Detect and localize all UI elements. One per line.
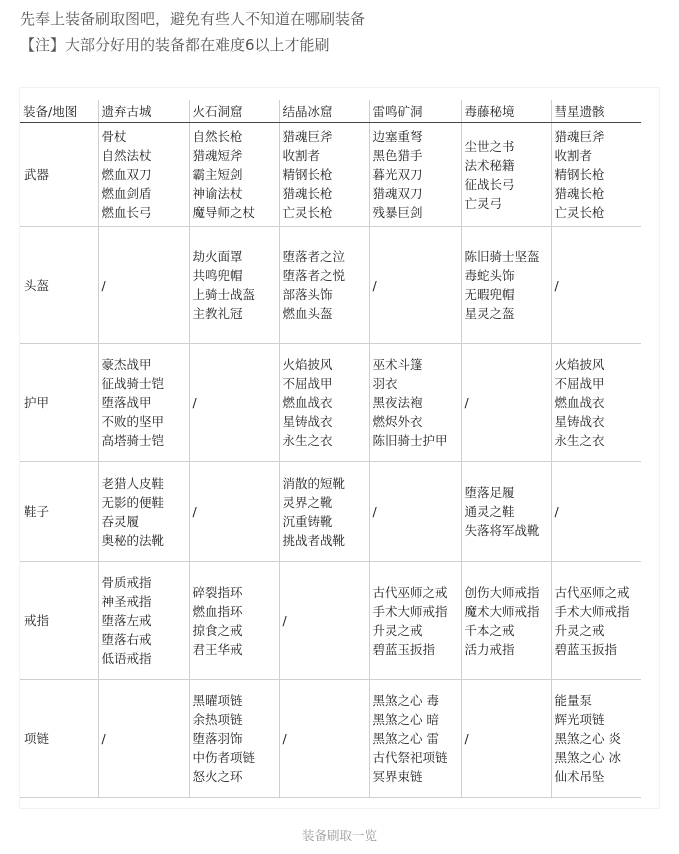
equipment-item: 法术秘籍 (464, 157, 515, 173)
equipment-item: 神圣戒指 (101, 594, 152, 609)
equipment-item: 燃血剑盾 (101, 186, 152, 201)
equipment-item: 黑煞之心 毒 (372, 693, 439, 708)
slot-label: 头盔 (20, 227, 98, 344)
table-cell (369, 123, 461, 227)
equipment-item: / (464, 395, 469, 410)
equipment-item: 猎魂巨斧 (282, 129, 333, 144)
table-cell (98, 227, 189, 344)
equipment-item: 碧蓝玉扳指 (372, 641, 436, 657)
equipment-item: 堕落足履 (464, 485, 515, 500)
equipment-item: 亡灵长枪 (554, 205, 605, 220)
slot-label: 戒指 (20, 562, 98, 680)
equipment-item: 陈旧骑士护甲 (372, 433, 448, 448)
map-header: 结晶冰窟 (279, 100, 369, 123)
equipment-item: 黑煞之心 暗 (372, 712, 439, 727)
equipment-item: / (372, 277, 377, 293)
equipment-item: 君王华戒 (192, 641, 243, 657)
table-cell (98, 462, 189, 562)
equipment-item: 余热项链 (192, 712, 243, 727)
equipment-item: 燃血指环 (192, 603, 243, 619)
equipment-item: 燃血战衣 (282, 395, 333, 410)
equipment-item: 火焰披风 (554, 357, 605, 372)
equipment-item: 黑夜法袍 (372, 395, 423, 410)
equipment-item: 老猎人皮鞋 (101, 475, 165, 491)
table-cell (461, 344, 551, 462)
equipment-item: 黑色猎手 (372, 148, 423, 163)
equipment-item: / (282, 613, 287, 628)
equipment-item: 燃血长弓 (101, 205, 152, 220)
equipment-item: 神谕法杖 (192, 186, 243, 201)
equipment-item: 星灵之盔 (464, 306, 515, 321)
equipment-item: 黑煞之心 冰 (554, 750, 621, 765)
equipment-item: 上骑士战盔 (192, 287, 256, 302)
table-cell (461, 680, 551, 798)
equipment-item: 中伤者项链 (192, 750, 256, 765)
equipment-item: / (372, 504, 377, 519)
table-cell (551, 227, 641, 344)
table-cell (369, 227, 461, 344)
equipment-item: 燃血战衣 (554, 395, 605, 410)
equipment-item: 骨杖 (101, 129, 127, 144)
equipment-item: 仙术吊坠 (554, 769, 605, 784)
equipment-item: 不屈战甲 (554, 376, 605, 391)
table-row (20, 680, 641, 798)
equipment-item: 燃烬外衣 (372, 414, 423, 429)
equipment-item: 精钢长枪 (554, 167, 605, 182)
map-header: 毒藤秘境 (461, 100, 551, 123)
intro-text (20, 6, 365, 58)
equipment-item: 灵界之靴 (282, 494, 333, 510)
table-row (20, 227, 641, 344)
equipment-item: 古代巫师之戒 (372, 584, 448, 600)
equipment-item: 自然法杖 (101, 148, 152, 163)
equipment-item: 自然长枪 (192, 129, 243, 144)
table-cell (369, 680, 461, 798)
table-row (20, 344, 641, 462)
table-cell (551, 562, 641, 680)
equipment-item: 掠食之戒 (192, 622, 243, 638)
table-row (20, 462, 641, 562)
table-cell (279, 680, 369, 798)
table-cell (279, 123, 369, 227)
table-row (20, 562, 641, 680)
equipment-item: 毒蛇头饰 (464, 268, 515, 283)
equipment-item: 亡灵长枪 (282, 205, 333, 220)
equipment-item: 堕落者之悦 (282, 268, 346, 283)
table-cell (279, 562, 369, 680)
equipment-item: 星铸战衣 (282, 414, 333, 429)
equipment-item: 主教礼冠 (192, 306, 243, 321)
equipment-item: 无暇兜帽 (464, 287, 515, 302)
equipment-item: 残暴巨剑 (372, 205, 423, 220)
equipment-item: / (192, 504, 197, 519)
equipment-item: 猎魂长枪 (554, 186, 605, 201)
table-cell (189, 344, 279, 462)
equipment-item: 猎魂双刀 (372, 186, 423, 201)
table-cell (189, 680, 279, 798)
equipment-item: 尘世之书 (464, 138, 515, 154)
equipment-item: 奥秘的法靴 (101, 532, 165, 548)
equipment-item: 骨质戒指 (101, 575, 152, 590)
equipment-item: 堕落战甲 (101, 395, 152, 410)
equipment-item: 燃血头盔 (282, 306, 333, 321)
equipment-item: 燃血双刀 (101, 167, 152, 182)
table-cell (279, 462, 369, 562)
equipment-item: 征战长弓 (464, 176, 515, 192)
slot-label: 项链 (20, 680, 98, 798)
equipment-item: 沉重铸靴 (282, 513, 333, 529)
intro-line-2: 【注】大部分好用的装备都在难度6以上才能刷 (20, 36, 330, 54)
equipment-item: 无影的便鞋 (101, 494, 165, 510)
equipment-item: 共鸣兜帽 (192, 268, 243, 283)
equipment-item: 魔术大师戒指 (464, 603, 540, 619)
table-cell (551, 344, 641, 462)
equipment-item: 辉光项链 (554, 712, 605, 727)
equipment-item: 黑曜项链 (192, 693, 243, 708)
table-cell (279, 344, 369, 462)
table-cell (551, 462, 641, 562)
equipment-item: / (101, 277, 106, 293)
table-cell (461, 562, 551, 680)
equipment-item: 高塔骑士铠 (101, 433, 165, 448)
equipment-item: 黑煞之心 炎 (554, 731, 621, 746)
table-cell (189, 462, 279, 562)
map-header: 火石洞窟 (189, 100, 279, 123)
table-cell (369, 462, 461, 562)
figure-caption: 装备刷取一览 (301, 828, 377, 843)
intro-line-1: 先奉上装备刷取图吧，避免有些人不知道在哪刷装备 (20, 10, 366, 28)
equipment-item: / (554, 504, 559, 519)
equipment-item: 能量泵 (554, 693, 593, 708)
slot-label: 护甲 (20, 344, 98, 462)
equipment-item: 千本之戒 (464, 622, 515, 638)
equipment-item: / (192, 395, 197, 410)
equipment-item: / (282, 731, 287, 746)
equipment-item: 豪杰战甲 (101, 357, 152, 372)
equipment-item: 创伤大师戒指 (464, 584, 540, 600)
table-cell (279, 227, 369, 344)
equipment-item: 挑战者战靴 (282, 532, 346, 548)
equipment-item: 星铸战衣 (554, 414, 605, 429)
equipment-item: 永生之衣 (282, 433, 333, 448)
equipment-item: 升灵之戒 (372, 622, 423, 638)
equipment-item: 魔导师之杖 (192, 205, 256, 220)
equipment-item: 碧蓝玉扳指 (554, 641, 618, 657)
equipment-item: 堕落右戒 (101, 632, 152, 647)
equipment-item: 不屈战甲 (282, 376, 333, 391)
equipment-item: 不败的坚甲 (101, 414, 165, 429)
equipment-item: 永生之衣 (554, 433, 605, 448)
equipment-item: 堕落者之泣 (282, 249, 346, 264)
table-cell (551, 123, 641, 227)
equipment-item: 征战骑士铠 (101, 376, 165, 391)
equipment-item: / (464, 731, 469, 746)
table-cell (461, 123, 551, 227)
table-cell (461, 227, 551, 344)
equipment-item: 失落将军战靴 (464, 523, 540, 538)
equipment-item: 部落头饰 (282, 287, 333, 302)
equipment-item: / (101, 731, 106, 746)
equipment-item: 手术大师戒指 (372, 603, 448, 619)
equipment-item: 低语戒指 (101, 651, 152, 666)
equipment-item: 碎裂指环 (192, 584, 243, 600)
equipment-item: 火焰披风 (282, 357, 333, 372)
equipment-item: 古代巫师之戒 (554, 584, 630, 600)
equipment-item: 古代祭祀项链 (372, 750, 448, 765)
equipment-item: 收割者 (554, 148, 593, 163)
table-cell (98, 123, 189, 227)
equipment-item: 冥界束链 (372, 769, 423, 784)
table-cell (98, 344, 189, 462)
equipment-item: 手术大师戒指 (554, 603, 630, 619)
table-cell (189, 562, 279, 680)
equipment-item: 霸主短剑 (192, 167, 243, 182)
equipment-item: 精钢长枪 (282, 167, 333, 182)
equipment-item: 堕落左戒 (101, 613, 152, 628)
equipment-item: 边塞重弩 (372, 129, 423, 144)
table-cell (98, 680, 189, 798)
equipment-item: 巫术斗篷 (372, 357, 423, 372)
equipment-item: 升灵之戒 (554, 622, 605, 638)
equipment-item: 亡灵弓 (464, 195, 503, 211)
equipment-item: 猎魂巨斧 (554, 129, 605, 144)
table-header-row (20, 100, 641, 123)
corner-header: 装备/地图 (20, 100, 98, 123)
table-cell (369, 344, 461, 462)
slot-label: 武器 (20, 123, 98, 227)
equipment-item: 羽衣 (372, 376, 398, 391)
equipment-item: 陈旧骑士坚盔 (464, 249, 540, 264)
equipment-item: 堕落羽饰 (192, 731, 243, 746)
table-cell (98, 562, 189, 680)
equipment-item: 怒火之环 (192, 769, 243, 784)
equipment-item: 活力戒指 (464, 641, 515, 657)
equipment-item: 劫火面罩 (192, 249, 243, 264)
table-cell (369, 562, 461, 680)
slot-label: 鞋子 (20, 462, 98, 562)
equipment-item: 猎魂长枪 (282, 186, 333, 201)
equipment-item: 黑煞之心 雷 (372, 731, 439, 746)
equipment-item: 猎魂短斧 (192, 148, 243, 163)
table-row (20, 123, 641, 227)
map-header: 遗弃古城 (98, 100, 189, 123)
table-cell (189, 227, 279, 344)
equipment-table (20, 100, 641, 798)
map-header: 彗星遗骸 (551, 100, 641, 123)
equipment-item: 消散的短靴 (282, 475, 346, 491)
equipment-item: 通灵之鞋 (464, 504, 515, 519)
map-header: 雷鸣矿洞 (369, 100, 461, 123)
table-cell (551, 680, 641, 798)
equipment-item: 吞灵履 (101, 513, 140, 529)
table-cell (461, 462, 551, 562)
equipment-item: 暮光双刀 (372, 167, 423, 182)
equipment-item: 收割者 (282, 148, 321, 163)
equipment-item: / (554, 277, 559, 293)
table-cell (189, 123, 279, 227)
